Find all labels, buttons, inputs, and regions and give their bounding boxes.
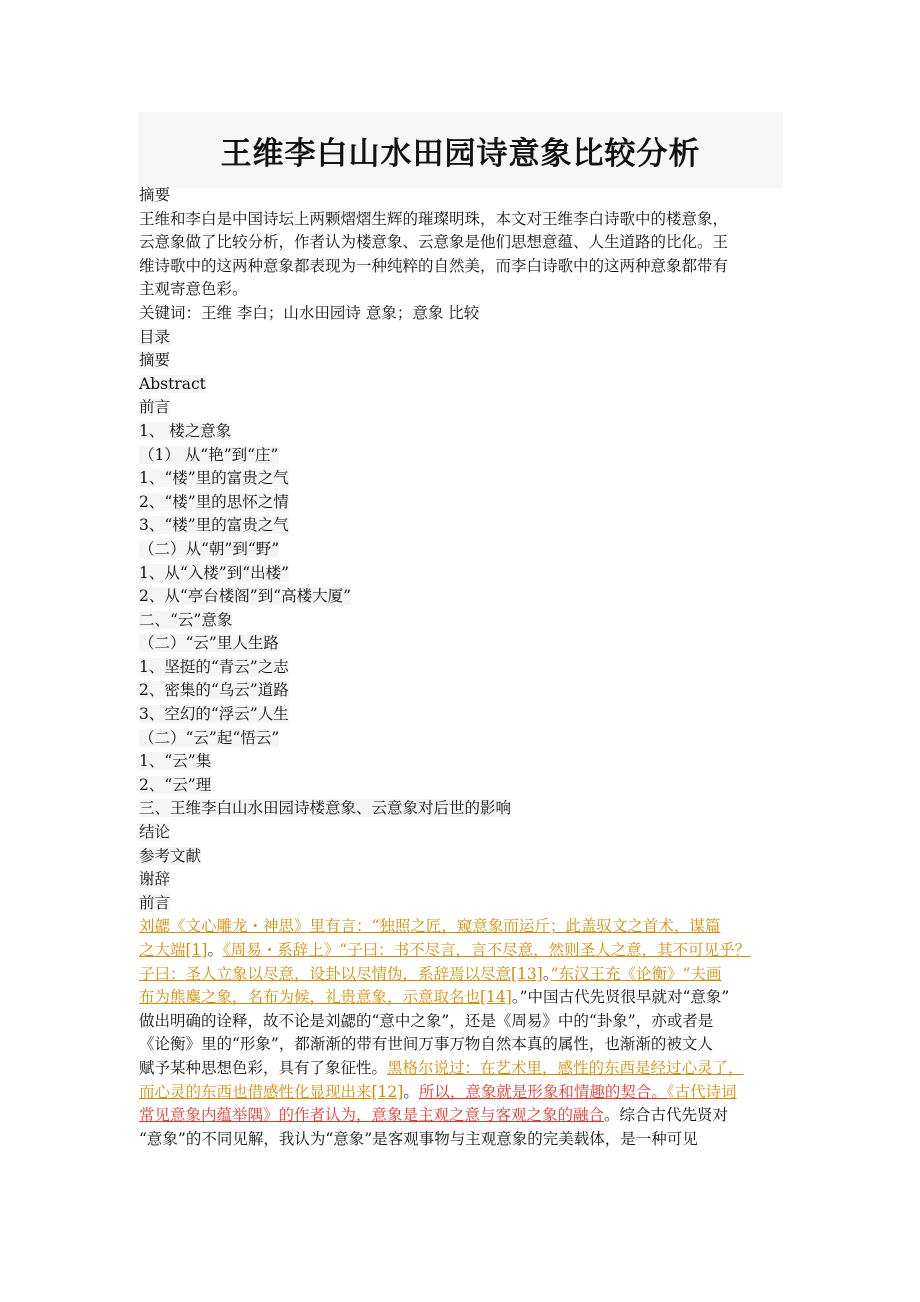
body-text: 做出明确的诠释，故不论是刘勰的“意中之象”，还是《周易》中的“卦象”，亦或者是: [139, 1011, 714, 1030]
toc-item: [139, 514, 789, 538]
toc-item: [139, 656, 789, 680]
citation-text: 子曰：圣人立象以尽意，设卦以尽情伪，系辞焉以尽意[13]: [139, 964, 543, 983]
preface-paragraph: [139, 915, 789, 1151]
body-text: 。: [542, 964, 551, 983]
document-title: 王维李白山水田园诗意象比较分析: [138, 112, 783, 188]
toc-item: [139, 420, 789, 444]
toc-item-label: 3、空幻的“浮云”人生: [139, 705, 289, 724]
preface-line: [139, 1033, 789, 1057]
toc-item-label: 1、坚挺的“青云”之志: [139, 657, 289, 676]
body-text: “意象”的不同见解，我认为“意象”是客观事物与主观意象的完美载体，是一种可见: [139, 1129, 698, 1148]
toc-item: [139, 703, 789, 727]
body-text: 赋予某种思想色彩，具有了象征性。: [139, 1058, 388, 1077]
preface-line: [139, 939, 789, 963]
citation-text: 刘勰《文心雕龙・神思》里有言：“独照之匠，窥意象而运斤；此盖驭文之首术，谋篇: [139, 917, 721, 936]
toc-item: [139, 538, 789, 562]
preface-line: [139, 1081, 789, 1105]
toc-item-label: 1、“楼”里的富贵之气: [139, 469, 289, 488]
abstract-line: 维诗歌中的这两种意象都表现为一种纯粹的自然美，而李白诗歌中的这两种意象都带有: [139, 256, 729, 275]
toc-item: [139, 326, 789, 350]
abstract-line: 主观寄意色彩。: [139, 280, 248, 299]
toc-item-label: 2、“楼”里的思怀之情: [139, 492, 289, 511]
toc-item-label: 谢辞: [139, 870, 171, 889]
preface-line: [139, 1128, 789, 1152]
citation-text: 之大端[1]: [139, 941, 208, 959]
abstract-line: 云意象做了比较分析，作者认为楼意象、云意象是他们思想意蕴、人生道路的比化。王: [139, 233, 729, 252]
citation-text: ”东汉王充《论衡》“夫画: [550, 964, 722, 983]
body-text: 。”中国古代先贤很早就对“意象”: [511, 988, 730, 1007]
body-text: 。: [403, 1082, 419, 1101]
citation-text: 而心灵的东西也借感性化显现出来[12]: [139, 1082, 404, 1101]
toc-item: [139, 774, 789, 798]
toc-item-label: 1、 楼之意象: [139, 421, 232, 440]
toc-item-label: 摘要: [139, 351, 171, 370]
keywords-line: 关键词：王维 李白；山水田园诗 意象；意象 比较: [139, 303, 480, 322]
abstract-paragraph: [139, 208, 789, 302]
citation-text: 黑格尔说过：在艺术里，感性的东西是经过心灵了，: [387, 1058, 744, 1077]
citation-text: 《古代诗词: [666, 1082, 737, 1101]
toc-item: [139, 396, 789, 420]
toc-item-label: Abstract: [139, 374, 206, 393]
citation-text: 所以，意象就是形象和情趣的契合。: [418, 1082, 667, 1101]
toc-item-label: 1、“云”集: [139, 752, 212, 771]
toc-item-label: 前言: [139, 893, 171, 912]
preface-line: [139, 1057, 789, 1081]
toc-item-label: 三、王维李白山水田园诗楼意象、云意象对后世的影响: [139, 799, 512, 818]
citation-text: 《周易・系辞上》“子曰：书不尽言，言不尽意，然则圣人之意，其不可见乎？: [222, 941, 751, 959]
body-text: 《论衡》里的“形象”，都渐渐的带有世间万事万物自然本真的属性，也渐渐的被文人: [139, 1035, 713, 1054]
toc-item: [139, 821, 789, 845]
toc-item-label: （1） 从“艳”到“庄”: [139, 445, 279, 464]
toc-item: [139, 609, 789, 633]
toc-item-label: 前言: [139, 398, 171, 417]
body-text: 。综合古代先贤对: [604, 1106, 729, 1125]
preface-line: [139, 986, 789, 1010]
toc-item: [139, 467, 789, 491]
toc-item: [139, 750, 789, 774]
toc-item: [139, 727, 789, 751]
citation-text: 常见意象内蕴举隅》的作者认为，意象是主观之意与客观之象的融合: [139, 1106, 605, 1125]
toc-item: [139, 444, 789, 468]
toc-item: [139, 679, 789, 703]
toc-item-label: （二）从“朝”到“野”: [139, 539, 280, 558]
toc-item-label: 目录: [139, 327, 171, 346]
preface-line: [139, 1010, 789, 1034]
body-text: 。: [207, 941, 223, 959]
toc-item-label: （二）“云”里人生路: [139, 634, 279, 653]
toc-item-label: 参考文献: [139, 846, 202, 865]
toc-item: [139, 491, 789, 515]
citation-text: 布为熊麋之象，名布为候，礼贵意象，示意取名也[14]: [139, 988, 512, 1007]
toc-item-label: 结论: [139, 823, 171, 842]
toc-item: [139, 373, 789, 397]
toc-item: [139, 845, 789, 869]
toc-item: [139, 868, 789, 892]
toc-item: [139, 349, 789, 373]
abstract-line: 王维和李白是中国诗坛上两颗熠熠生辉的璀璨明珠，本文对王维李白诗歌中的楼意象，: [139, 209, 729, 228]
preface-line: [139, 915, 789, 939]
toc-item-label: 2、密集的“乌云”道路: [139, 681, 289, 700]
toc-item: [139, 585, 789, 609]
preface-line: [139, 963, 789, 987]
table-of-contents: [139, 326, 789, 916]
toc-item: [139, 562, 789, 586]
toc-item: [139, 892, 789, 916]
toc-item: [139, 797, 789, 821]
toc-item-label: 3、“楼”里的富贵之气: [139, 516, 289, 535]
abstract-heading: 摘要: [139, 186, 171, 204]
document-body: [139, 184, 789, 1151]
toc-item-label: 2、“云”理: [139, 775, 212, 794]
preface-line: [139, 1104, 789, 1128]
toc-item-label: 2、从“亭台楼阁”到“高楼大厦”: [139, 587, 352, 606]
toc-item: [139, 632, 789, 656]
toc-item-label: 1、从“入楼”到“出楼”: [139, 563, 290, 582]
toc-item-label: （二）“云”起“悟云”: [139, 728, 280, 747]
toc-item-label: 二、“云”意象: [139, 610, 233, 629]
